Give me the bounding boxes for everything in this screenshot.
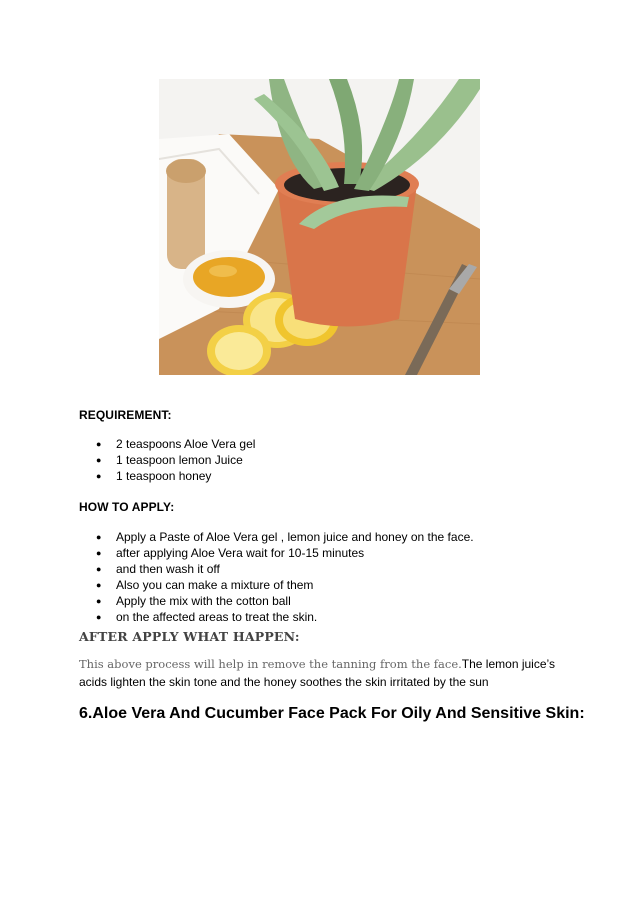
after-apply-heading: AFTER APPLY WHAT HAPPEN: — [79, 629, 300, 644]
after-apply-paragraph — [79, 655, 559, 691]
how-to-apply-heading: HOW TO APPLY: — [79, 500, 175, 514]
next-section-heading: 6.Aloe Vera And Cucumber Face Pack For Oily And Sensitive Skin: — [79, 705, 585, 722]
list-item: ● 2 teaspoons Aloe Vera gel — [96, 436, 255, 452]
list-item: ● after applying Aloe Vera wait for 10-15 minutes — [96, 545, 474, 561]
list-item: ● and then wash it off — [96, 561, 474, 577]
aloe-vera-photo — [159, 79, 480, 375]
requirement-list — [96, 436, 255, 484]
list-item: ● on the affected areas to treat the skin. — [96, 609, 474, 625]
after-apply-serif-text: This above process will help in remove the tanning from the face. — [79, 657, 462, 671]
requirement-heading: REQUIREMENT: — [79, 408, 172, 422]
list-item: ● Apply the mix with the cotton ball — [96, 593, 474, 609]
list-item: ● Apply a Paste of Aloe Vera gel , lemon juice and honey on the face. — [96, 529, 474, 545]
how-to-apply-list — [96, 529, 474, 625]
list-item: ● 1 teaspoon honey — [96, 468, 255, 484]
list-item: ● 1 teaspoon lemon Juice — [96, 452, 255, 468]
list-item: ● Also you can make a mixture of them — [96, 577, 474, 593]
after-apply-sans-text: The lemon juice’s acids lighten the skin tone and the honey soothes the skin irritated by the sun — [79, 657, 555, 689]
